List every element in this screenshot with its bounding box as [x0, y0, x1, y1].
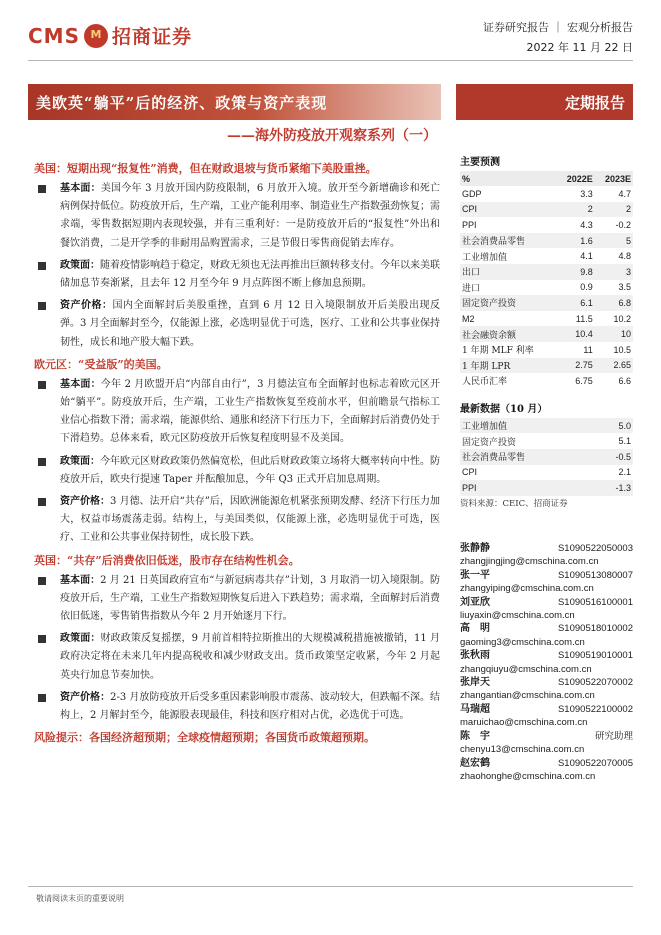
forecast-col-unit: % [460, 171, 556, 186]
bullet-item [38, 572, 440, 627]
cell-2022e: 6.75 [575, 375, 593, 386]
row-label: 社会消费品零售 [460, 449, 594, 465]
cell-2023e: 2.65 [595, 358, 633, 374]
bullet-paragraph [60, 297, 440, 352]
analyst-email[interactable]: gaoming3@cmschina.com.cn [460, 636, 585, 648]
row-label: GDP [462, 188, 482, 199]
bullet-square-icon [38, 458, 46, 466]
footer-divider [28, 886, 633, 887]
analyst-name: 刘亚欣 [460, 596, 490, 608]
row-label: PPI [462, 219, 477, 230]
header-divider [28, 60, 633, 61]
row-label: 进口 [462, 283, 481, 294]
bullet-item [38, 257, 440, 293]
analyst-license: S1090516100001 [557, 596, 633, 608]
bullet-item [38, 630, 440, 685]
row-label: CPI [462, 467, 478, 478]
row-label: 工业增加值 [462, 252, 508, 263]
table-row [460, 186, 633, 202]
table-row [460, 326, 633, 342]
bullet-label: 基本面： [60, 183, 101, 194]
analyst-email[interactable]: zhangqiuyu@cmschina.com.cn [460, 663, 592, 675]
cell-2022e: 1.6 [556, 233, 594, 249]
cell-2023e: -0.2 [615, 219, 631, 230]
analyst-email[interactable]: zhaohonghe@cmschina.com.cn [460, 770, 596, 782]
data-source-note: 资料来源：CEIC、招商证券 [460, 498, 568, 509]
row-label: 人民币汇率 [462, 377, 508, 388]
bullet-text: 2 月 21 日英国政府宣布“与新冠病毒共存”计划，3 月取消一切入境限制。防疫放开后，生产端，工业生产指数短期恢复后进入下跌趋势；需求端，全面解封后消费依旧低迷，零售销售指数从今年 2 月开始逐月下行。 [60, 574, 441, 623]
analyst-entry [460, 569, 633, 596]
analyst-entry [460, 676, 633, 703]
row-label: 社会融资余额 [460, 326, 556, 342]
analyst-name: 马瑞超 [460, 703, 490, 715]
section-heading-eurozone: 欧元区：“受益版”的美国。 [34, 357, 168, 371]
row-label: 1 年期 LPR [460, 358, 556, 374]
company-logo [28, 22, 192, 49]
report-subtitle: ——海外防疫放开观察系列（一） [227, 128, 437, 144]
report-title: 美欧英“躺平”后的经济、政策与资产表现 [36, 94, 328, 112]
cell-2023e: 10 [595, 326, 633, 342]
row-label: 工业增加值 [460, 418, 594, 434]
bullet-text: 美国今年 3 月放开国内防疫限制，6 月放开入境。放开至今新增确诊和死亡病例保持低位。防疫放开后，生产端，工业产能利用率、制造业生产指数强劲恢复；需求端，零售数据短期内表现较强，并有三重利好：一是防疫放开后的“报复性”外出和餐饮消费，二是开学季的非耐用品购置需求，三是节假日零售商促销去库存。 [60, 183, 441, 249]
report-tag-banner [456, 84, 633, 120]
analyst-entry [460, 730, 633, 757]
cell-2022e: 4.3 [580, 219, 593, 230]
bullet-item [38, 180, 440, 253]
analyst-name: 陈 宇 [460, 730, 490, 742]
table-row [460, 233, 633, 249]
section-heading-uk: 英国：“共存”后消费依旧低迷，股市存在结构性机会。 [34, 553, 300, 567]
cell-2022e: 2 [556, 202, 594, 218]
bullet-paragraph [60, 180, 440, 253]
bullet-label: 政策面： [60, 633, 101, 645]
bullet-square-icon [38, 498, 46, 506]
cell-2023e: 6.6 [618, 375, 631, 386]
analyst-name: 张一平 [460, 569, 490, 581]
cell-2023e: 10.5 [613, 344, 631, 355]
logo-cms-text: CMS [28, 23, 80, 48]
bullet-paragraph [60, 493, 440, 548]
bullet-text: 3 月德、法开启“共存”后，因欧洲能源危机紧张预期发酵、经济下行压力加大，权益市场震荡走弱。结构上，与美国类似，仅能源上涨，必选明显优于可选，医疗、工业和公共事业保持韧性，成长股下跌。 [60, 496, 440, 544]
table-row [460, 480, 633, 496]
analyst-license: S1090522050003 [557, 543, 633, 554]
bullet-label: 基本面： [60, 574, 101, 586]
row-value: 5.1 [618, 436, 631, 447]
cell-2023e: 6.8 [595, 295, 633, 311]
cell-2023e: 3.5 [618, 282, 631, 293]
bullet-square-icon [38, 302, 46, 310]
analyst-list [460, 542, 633, 783]
cell-2023e: 4.7 [618, 188, 631, 199]
analyst-name: 张秋雨 [460, 650, 490, 662]
main-content [36, 160, 440, 746]
cell-2022e: 3.3 [580, 188, 593, 199]
bullet-paragraph [60, 572, 440, 627]
bullet-text: 2-3 月放防疫放开后受多重因素影响股市震荡、波动较大，但跌幅不深。结构上，2 月解封至今，能源股表现最佳，科技和医疗相对占优，必选优于可选。 [60, 691, 440, 722]
cell-2022e: 11.5 [575, 313, 593, 324]
table-row [460, 342, 633, 358]
title-banner [28, 84, 441, 120]
forecast-col-2022e: 2022E [556, 171, 594, 186]
logo-badge-icon [84, 24, 108, 48]
forecast-col-2023e: 2023E [595, 171, 633, 186]
analyst-email[interactable]: zhangantian@cmschina.com.cn [460, 690, 595, 702]
cell-2023e: 3 [595, 264, 633, 280]
bullet-label: 资产价格： [60, 691, 111, 703]
row-label: 出口 [460, 264, 556, 280]
analyst-license: S1090522070002 [557, 677, 633, 689]
cell-2022e: 2.75 [556, 358, 594, 374]
analyst-name: 张岸天 [460, 677, 490, 689]
row-value: 2.1 [618, 467, 631, 478]
bullet-text: 今年 2 月欧盟开启“内部自由行”，3 月德法宣布全面解封也标志着欧元区开始“躺平”。防疫放开后，生产端，工业生产指数恢复至疫前水平，但前瞻景气指标工业信心指数下滑；需求端，能源供给、通胀和经济下行压力下，全面解封后消费仍处于下滑趋势。总体来看，欧元区防疫放开后恢复程度明显不及美国。 [60, 378, 440, 445]
analyst-email[interactable]: maruichao@cmschina.com.cn [460, 717, 588, 729]
logo-badge-letter: M [90, 27, 102, 41]
analyst-email[interactable]: chenyu13@cmschina.com.cn [460, 744, 585, 756]
row-label: PPI [460, 480, 594, 496]
row-label: M2 [462, 313, 475, 324]
table-row [460, 295, 633, 311]
bullet-text: 随着疫情影响趋于稳定，财政无须也无法再推出巨额转移支付。今年以来美联储加息节奏渐紧，且去年 12 月至今年 9 月点阵图不断上修加息预期。 [60, 259, 440, 290]
table-row [460, 248, 633, 264]
bullet-square-icon [38, 694, 46, 702]
analyst-license: S1090513080007 [557, 569, 633, 581]
table-row [460, 264, 633, 280]
report-type: 证券研究报告 ｜ 宏观分析报告 [483, 21, 633, 34]
bullet-text: 今年欧元区财政政策仍然偏宽松，但此后财政政策立场将大概率转向中性。防疫放开后，欧央行提速 Taper 并酝酿加息，今年 Q3 正式开启加息周期。 [60, 455, 440, 485]
bullet-item [38, 493, 440, 548]
cell-2023e: 4.8 [618, 251, 631, 262]
table-row [460, 418, 633, 434]
cell-2022e: 10.4 [556, 326, 594, 342]
bullet-paragraph [60, 453, 440, 489]
row-label: 固定资产投资 [462, 437, 517, 448]
row-value: -1.3 [594, 480, 633, 496]
row-label: 社会消费品零售 [460, 233, 556, 249]
bullet-text: 国内全面解封后美股重挫，直到 6 月 12 日入境限制放开后美股出现反弹。3 月全面解封至今，仅能源上涨，必选明显优于可选，医疗、工业和公共事业保持韧性，成长和地产股大幅下跌。 [60, 300, 440, 348]
cell-2022e: 11 [583, 344, 593, 355]
row-label: CPI [460, 202, 556, 218]
cell-2022e: 6.1 [556, 295, 594, 311]
table-row [460, 465, 633, 481]
section-heading-us: 美国：短期出现“报复性”消费，但在财政退坡与货币紧缩下美股重挫。 [34, 162, 377, 175]
analyst-email[interactable]: zhangjingjing@cmschina.com.cn [460, 556, 599, 568]
analyst-name: 高 明 [460, 623, 490, 635]
bullet-text: 财政政策反复摇摆，9 月前首相特拉斯推出的大规模减税措施被撤销，11 月政府决定将在未来几年内提高税收和减少财政支出。货币政策坚定收紧，今年 2 月起英央行加息节奏加快。 [60, 633, 441, 681]
analyst-entry [460, 757, 633, 784]
analyst-email[interactable]: liuyaxin@cmschina.com.cn [460, 610, 575, 622]
table-row [460, 311, 633, 327]
bullet-label: 政策面： [60, 259, 100, 271]
table-row [460, 358, 633, 374]
analyst-license: S1090519010001 [557, 650, 633, 662]
bullet-item [38, 297, 440, 352]
table-row [460, 280, 633, 296]
table-row [460, 449, 633, 465]
bullet-square-icon [38, 635, 46, 643]
forecast-header-row [460, 171, 633, 186]
bullet-square-icon [38, 577, 46, 585]
cell-2022e: 9.8 [556, 264, 594, 280]
report-date: 2022 年 11 月 22 日 [526, 41, 633, 54]
report-tag: 定期报告 [564, 94, 625, 112]
footer-note: 敬请阅读末页的重要说明 [36, 894, 124, 903]
analyst-entry [460, 703, 633, 730]
analyst-name: 张静静 [460, 543, 490, 554]
analyst-entry [460, 596, 633, 623]
table-row [460, 433, 633, 449]
cell-2022e: 0.9 [580, 282, 593, 293]
bullet-label: 基本面： [60, 378, 101, 390]
bullet-paragraph [60, 689, 440, 725]
bullet-square-icon [38, 185, 46, 193]
forecast-heading: 主要预测 [460, 157, 500, 168]
sidebar [460, 156, 633, 511]
bullet-item [38, 453, 440, 489]
bullet-paragraph [60, 257, 440, 293]
analyst-license: S1090522100002 [557, 703, 633, 715]
header-meta [483, 18, 633, 58]
analyst-name: 赵宏鹤 [460, 757, 490, 769]
row-label: 固定资产投资 [460, 295, 556, 311]
logo-chinese-name: 招商证券 [111, 26, 192, 48]
bullet-label: 资产价格： [60, 300, 113, 312]
row-value: -0.5 [594, 449, 633, 465]
cell-2023e: 10.2 [613, 313, 631, 324]
latest-data-table [460, 418, 633, 496]
analyst-email[interactable]: zhangyiping@cmschina.com.cn [460, 583, 594, 595]
row-label: 1 年期 MLF 利率 [462, 346, 534, 357]
bullet-label: 政策面： [60, 455, 100, 467]
bullet-item [38, 376, 440, 449]
forecast-table [460, 171, 633, 389]
risk-warning: 风险提示：各国经济超预期；全球疫情超预期；各国货币政策超预期。 [34, 731, 375, 745]
latest-data-heading: 最新数据（10 月） [460, 403, 548, 415]
analyst-license: S1090518010002 [557, 623, 633, 635]
table-row [460, 373, 633, 389]
analyst-license: 研究助理 [594, 730, 633, 742]
bullet-square-icon [38, 381, 46, 389]
cell-2022e: 4.1 [580, 251, 593, 262]
analyst-entry [460, 649, 633, 676]
row-value: 5.0 [594, 418, 633, 434]
table-row [460, 217, 633, 233]
bullet-item [38, 689, 440, 725]
bullet-paragraph [60, 376, 440, 449]
bullet-label: 资产价格： [60, 496, 111, 508]
analyst-entry [460, 622, 633, 649]
bullet-square-icon [38, 262, 46, 270]
cell-2023e: 5 [595, 233, 633, 249]
analyst-license: S1090522070005 [557, 757, 633, 769]
analyst-entry [460, 542, 633, 569]
bullet-paragraph [60, 630, 440, 685]
cell-2023e: 2 [595, 202, 633, 218]
table-row [460, 202, 633, 218]
